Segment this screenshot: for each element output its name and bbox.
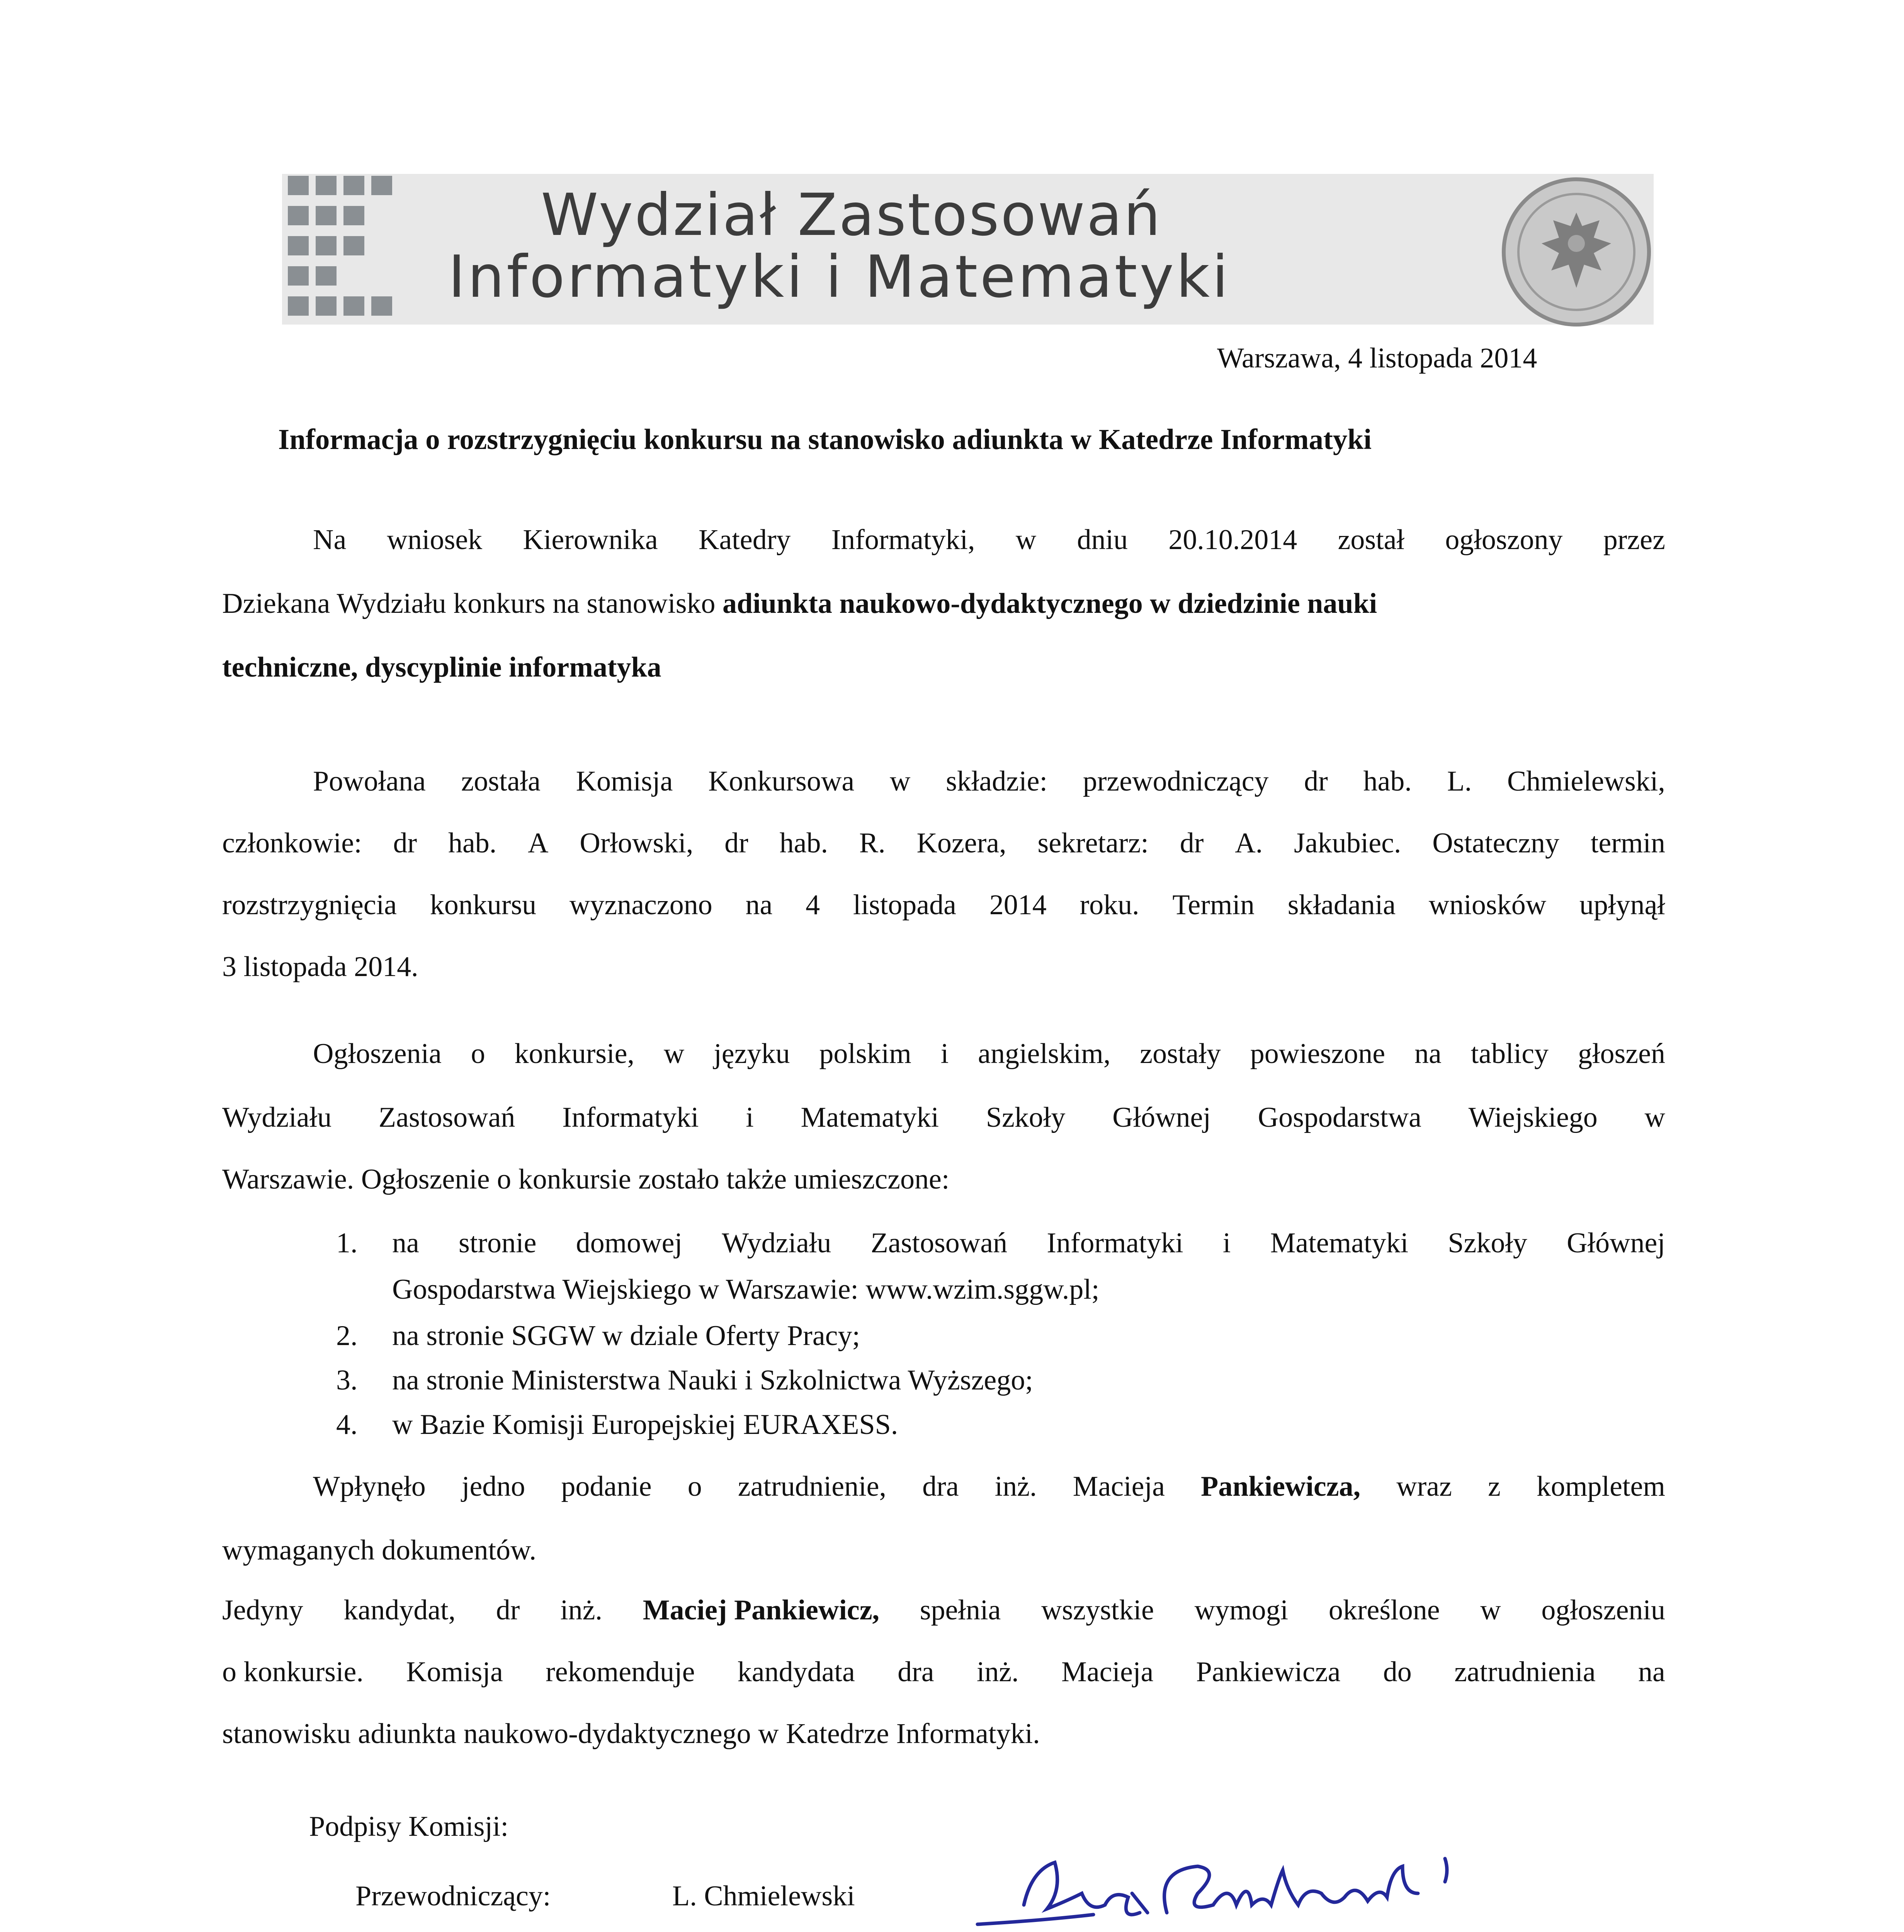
chair-name: L. Chmielewski (672, 1880, 855, 1912)
faculty-name-line1: Wydział Zastosowań (541, 182, 1162, 249)
list-item-3: na stronie Ministerstwa Nauki i Szkolnictwa Wyższego; (392, 1364, 1033, 1396)
p2-line4: 3 listopada 2014. (222, 951, 418, 983)
list-item-4: w Bazie Komisji Europejskiej EURAXESS. (392, 1409, 898, 1440)
chair-label: Przewodniczący: (355, 1880, 551, 1912)
list-item-2: na stronie SGGW w dziale Oferty Pracy; (392, 1320, 860, 1352)
p2-line3: rozstrzygnięcia konkursu wyznaczono na 4 listopada 2014 roku. Termin składania wniosków upłynął (222, 889, 1665, 921)
p3-line1: Ogłoszenia o konkursie, w języku polskim i angielskim, zostały powieszone na tablicy głoszeń (313, 1038, 1665, 1070)
list-number: 1. (336, 1227, 358, 1259)
p1-line3: techniczne, dyscyplinie informatyka (222, 651, 661, 683)
p3-line3: Warszawie. Ogłoszenie o konkursie zostało także umieszczone: (222, 1163, 950, 1195)
chair-signature (966, 1847, 1565, 1932)
list-item-1-line1: na stronie domowej Wydziału Zastosowań Informatyki i Matematyki Szkoły Głównej (392, 1227, 1665, 1259)
p4-line3: Jedyny kandydat, dr inż. Maciej Pankiewicz, spełnia wszystkie wymogi określone w ogłoszeniu (222, 1594, 1665, 1626)
p4-line5: stanowisku adiunkta naukowo-dydaktycznego w Katedrze Informatyki. (222, 1718, 1040, 1750)
p3-line2: Wydziału Zastosowań Informatyki i Matematyki Szkoły Głównej Gospodarstwa Wiejskiego w (222, 1102, 1665, 1133)
p4-line2: wymaganych dokumentów. (222, 1534, 537, 1566)
eagle-emblem-icon (1499, 176, 1654, 328)
list-number: 4. (336, 1409, 358, 1440)
faculty-name-line2: Informatyki i Matematyki (448, 243, 1231, 311)
faculty-logo-icon (288, 176, 411, 323)
signatures-heading: Podpisy Komisji: (309, 1811, 509, 1842)
p1-line2: Dziekana Wydziału konkurs na stanowisko adiunkta naukowo-dydaktycznego w dziedzinie nauki (222, 588, 1377, 619)
p2-line1: Powołana została Komisja Konkursowa w składzie: przewodniczący dr hab. L. Chmielewski, (313, 765, 1665, 797)
p4-line4: o konkursie. Komisja rekomenduje kandydata dra inż. Macieja Pankiewicza do zatrudnienia na (222, 1656, 1665, 1688)
list-item-1-line2: Gospodarstwa Wiejskiego w Warszawie: www.wzim.sggw.pl; (392, 1274, 1100, 1305)
p4-line1: Wpłynęło jedno podanie o zatrudnienie, dra inż. Macieja Pankiewicza, wraz z kompletem (313, 1471, 1665, 1502)
list-number: 3. (336, 1364, 358, 1396)
p2-line2: członkowie: dr hab. A Orłowski, dr hab. R. Kozera, sekretarz: dr A. Jakubiec. Ostateczny termin (222, 827, 1665, 859)
p1-line1: Na wniosek Kierownika Katedry Informatyki, w dniu 20.10.2014 został ogłoszony przez (313, 524, 1665, 556)
document-date: Warszawa, 4 listopada 2014 (1217, 342, 1537, 374)
list-number: 2. (336, 1320, 358, 1352)
document-title: Informacja o rozstrzygnięciu konkursu na stanowisko adiunkta w Katedrze Informatyki (278, 423, 1372, 456)
